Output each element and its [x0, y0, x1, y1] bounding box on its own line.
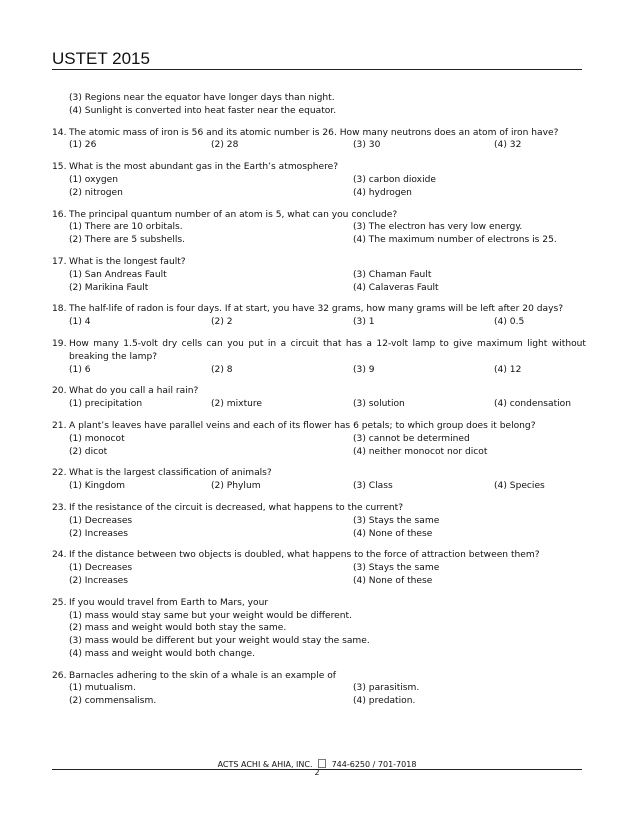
- header-rule: [52, 69, 582, 70]
- option-3: (3) Class: [353, 481, 393, 492]
- question-18: [52, 303, 586, 329]
- question-number: 14.: [52, 127, 67, 138]
- question-number: 15.: [52, 162, 67, 173]
- option-2: (2) mixture: [211, 399, 263, 410]
- option-2: (2) 8: [211, 364, 233, 375]
- question-stem: If the resistance of the circuit is decreased, what happens to the current?: [69, 502, 404, 513]
- question-24: [52, 549, 586, 587]
- question-stem: If you would travel from Earth to Mars, your: [69, 597, 269, 608]
- option-3: (3) solution: [353, 399, 405, 410]
- question-stem: What do you call a hail rain?: [69, 386, 199, 397]
- option-4: (4) condensation: [494, 399, 571, 410]
- option-4: (4) None of these: [353, 528, 433, 539]
- page-header-title: USTET 2015: [52, 49, 150, 68]
- question-stem: Barnacles adhering to the skin of a whale is an example of: [69, 670, 336, 681]
- question-17: [52, 256, 586, 294]
- option-1: (1) precipitation: [69, 399, 143, 410]
- option-3: (3) 30: [353, 140, 381, 151]
- option-3: (3) parasitism.: [353, 683, 420, 694]
- question-number: 22.: [52, 468, 67, 479]
- option-2: (2) dicot: [69, 446, 108, 457]
- question-stem: How many 1.5-volt dry cells can you put in a circuit that has a 12-volt lamp to give maximum light without breaking the lamp?: [69, 338, 586, 362]
- question-stem: What is the longest fault?: [69, 256, 186, 267]
- option-2: (2) Marikina Fault: [69, 282, 149, 293]
- option-1: (1) San Andreas Fault: [69, 269, 167, 280]
- option-4: (4) predation.: [353, 696, 416, 707]
- option-2: (2) nitrogen: [69, 187, 123, 198]
- option-2: (2) mass and weight would both stay the same.: [69, 623, 287, 634]
- option-4: (4) hydrogen: [353, 187, 412, 198]
- option-1: (1) Decreases: [69, 563, 133, 574]
- option-4: (4) 32: [494, 140, 522, 151]
- question-22: [52, 467, 586, 493]
- question-20: [52, 385, 586, 411]
- option-1: (1) 6: [69, 364, 91, 375]
- question-content: [52, 92, 586, 717]
- question-number: 19.: [52, 338, 67, 349]
- question-16: [52, 209, 586, 247]
- option-3: (3) 9: [353, 364, 375, 375]
- question-number: 24.: [52, 550, 67, 561]
- question-23: [52, 502, 586, 540]
- option-2: (2) There are 5 subshells.: [69, 235, 186, 246]
- question-stem: The half-life of radon is four days. If at start, you have 32 grams, how many grams will be left after 20 days?: [69, 304, 564, 315]
- option-1: (1) oxygen: [69, 174, 118, 185]
- question-stem: What is the most abundant gas in the Earth’s atmosphere?: [69, 162, 339, 173]
- option-1: (1) Decreases: [69, 515, 133, 526]
- option-3: (3) mass would be different but your weight would stay the same.: [69, 636, 370, 647]
- question-stem: A plant’s leaves have parallel veins and each of its flower has 6 petals; to which group does it belong?: [69, 420, 536, 431]
- option-4: (4) 12: [494, 364, 522, 375]
- question-26: [52, 670, 586, 708]
- phone-icon: [318, 759, 326, 768]
- option-1: (1) mutualism.: [69, 683, 136, 694]
- question-number: 16.: [52, 209, 67, 220]
- option-2: (2) Phylum: [211, 481, 261, 492]
- option-4: (4) The maximum number of electrons is 25.: [353, 235, 557, 246]
- question-stem: What is the largest classification of animals?: [69, 468, 272, 479]
- option-1: (1) mass would stay same but your weight would be different.: [69, 610, 352, 621]
- continued-option-4: (4) Sunlight is converted into heat faster near the equator.: [69, 105, 337, 116]
- option-4: (4) None of these: [353, 575, 433, 586]
- question-number: 26.: [52, 670, 67, 681]
- option-4: (4) mass and weight would both change.: [69, 648, 256, 659]
- option-1: (1) Kingdom: [69, 481, 126, 492]
- option-3: (3) Chaman Fault: [353, 269, 432, 280]
- option-4: (4) 0.5: [494, 317, 525, 328]
- question-19: [52, 338, 586, 376]
- option-1: (1) 4: [69, 317, 91, 328]
- option-2: (2) Increases: [69, 528, 129, 539]
- option-3: (3) cannot be determined: [353, 433, 470, 444]
- option-1: (1) monocot: [69, 433, 125, 444]
- option-1: (1) There are 10 orbitals.: [69, 222, 183, 233]
- question-number: 21.: [52, 420, 67, 431]
- option-2: (2) commensalism.: [69, 696, 157, 707]
- option-4: (4) Calaveras Fault: [353, 282, 439, 293]
- option-2: (2) 2: [211, 317, 233, 328]
- question-number: 23.: [52, 502, 67, 513]
- option-3: (3) carbon dioxide: [353, 174, 436, 185]
- option-4: (4) Species: [494, 481, 545, 492]
- question-stem: If the distance between two objects is doubled, what happens to the force of attraction between them?: [69, 550, 540, 561]
- continued-options: [52, 92, 586, 118]
- question-number: 17.: [52, 256, 67, 267]
- page-number: 2: [314, 768, 320, 777]
- option-3: (3) The electron has very low energy.: [353, 222, 523, 233]
- continued-option-3: (3) Regions near the equator have longer days than night.: [69, 93, 335, 103]
- footer-company: ACTS ACHI & AHIA, INC.: [217, 760, 313, 769]
- question-stem: The atomic mass of iron is 56 and its atomic number is 26. How many neutrons does an atom of iron have?: [69, 127, 559, 138]
- option-4: (4) neither monocot nor dicot: [353, 446, 488, 457]
- option-2: (2) Increases: [69, 575, 129, 586]
- question-number: 20.: [52, 386, 67, 397]
- option-1: (1) 26: [69, 140, 97, 151]
- footer-phone: 744-6250 / 701-7018: [331, 760, 417, 769]
- question-stem: The principal quantum number of an atom is 5, what can you conclude?: [69, 209, 398, 220]
- question-number: 18.: [52, 304, 67, 315]
- question-number: 25.: [52, 597, 67, 608]
- option-2: (2) 28: [211, 140, 239, 151]
- question-15: [52, 161, 586, 199]
- question-21: [52, 420, 586, 458]
- option-3: (3) Stays the same: [353, 563, 440, 574]
- option-3: (3) Stays the same: [353, 515, 440, 526]
- option-3: (3) 1: [353, 317, 375, 328]
- question-25: [52, 597, 586, 661]
- question-14: [52, 127, 586, 153]
